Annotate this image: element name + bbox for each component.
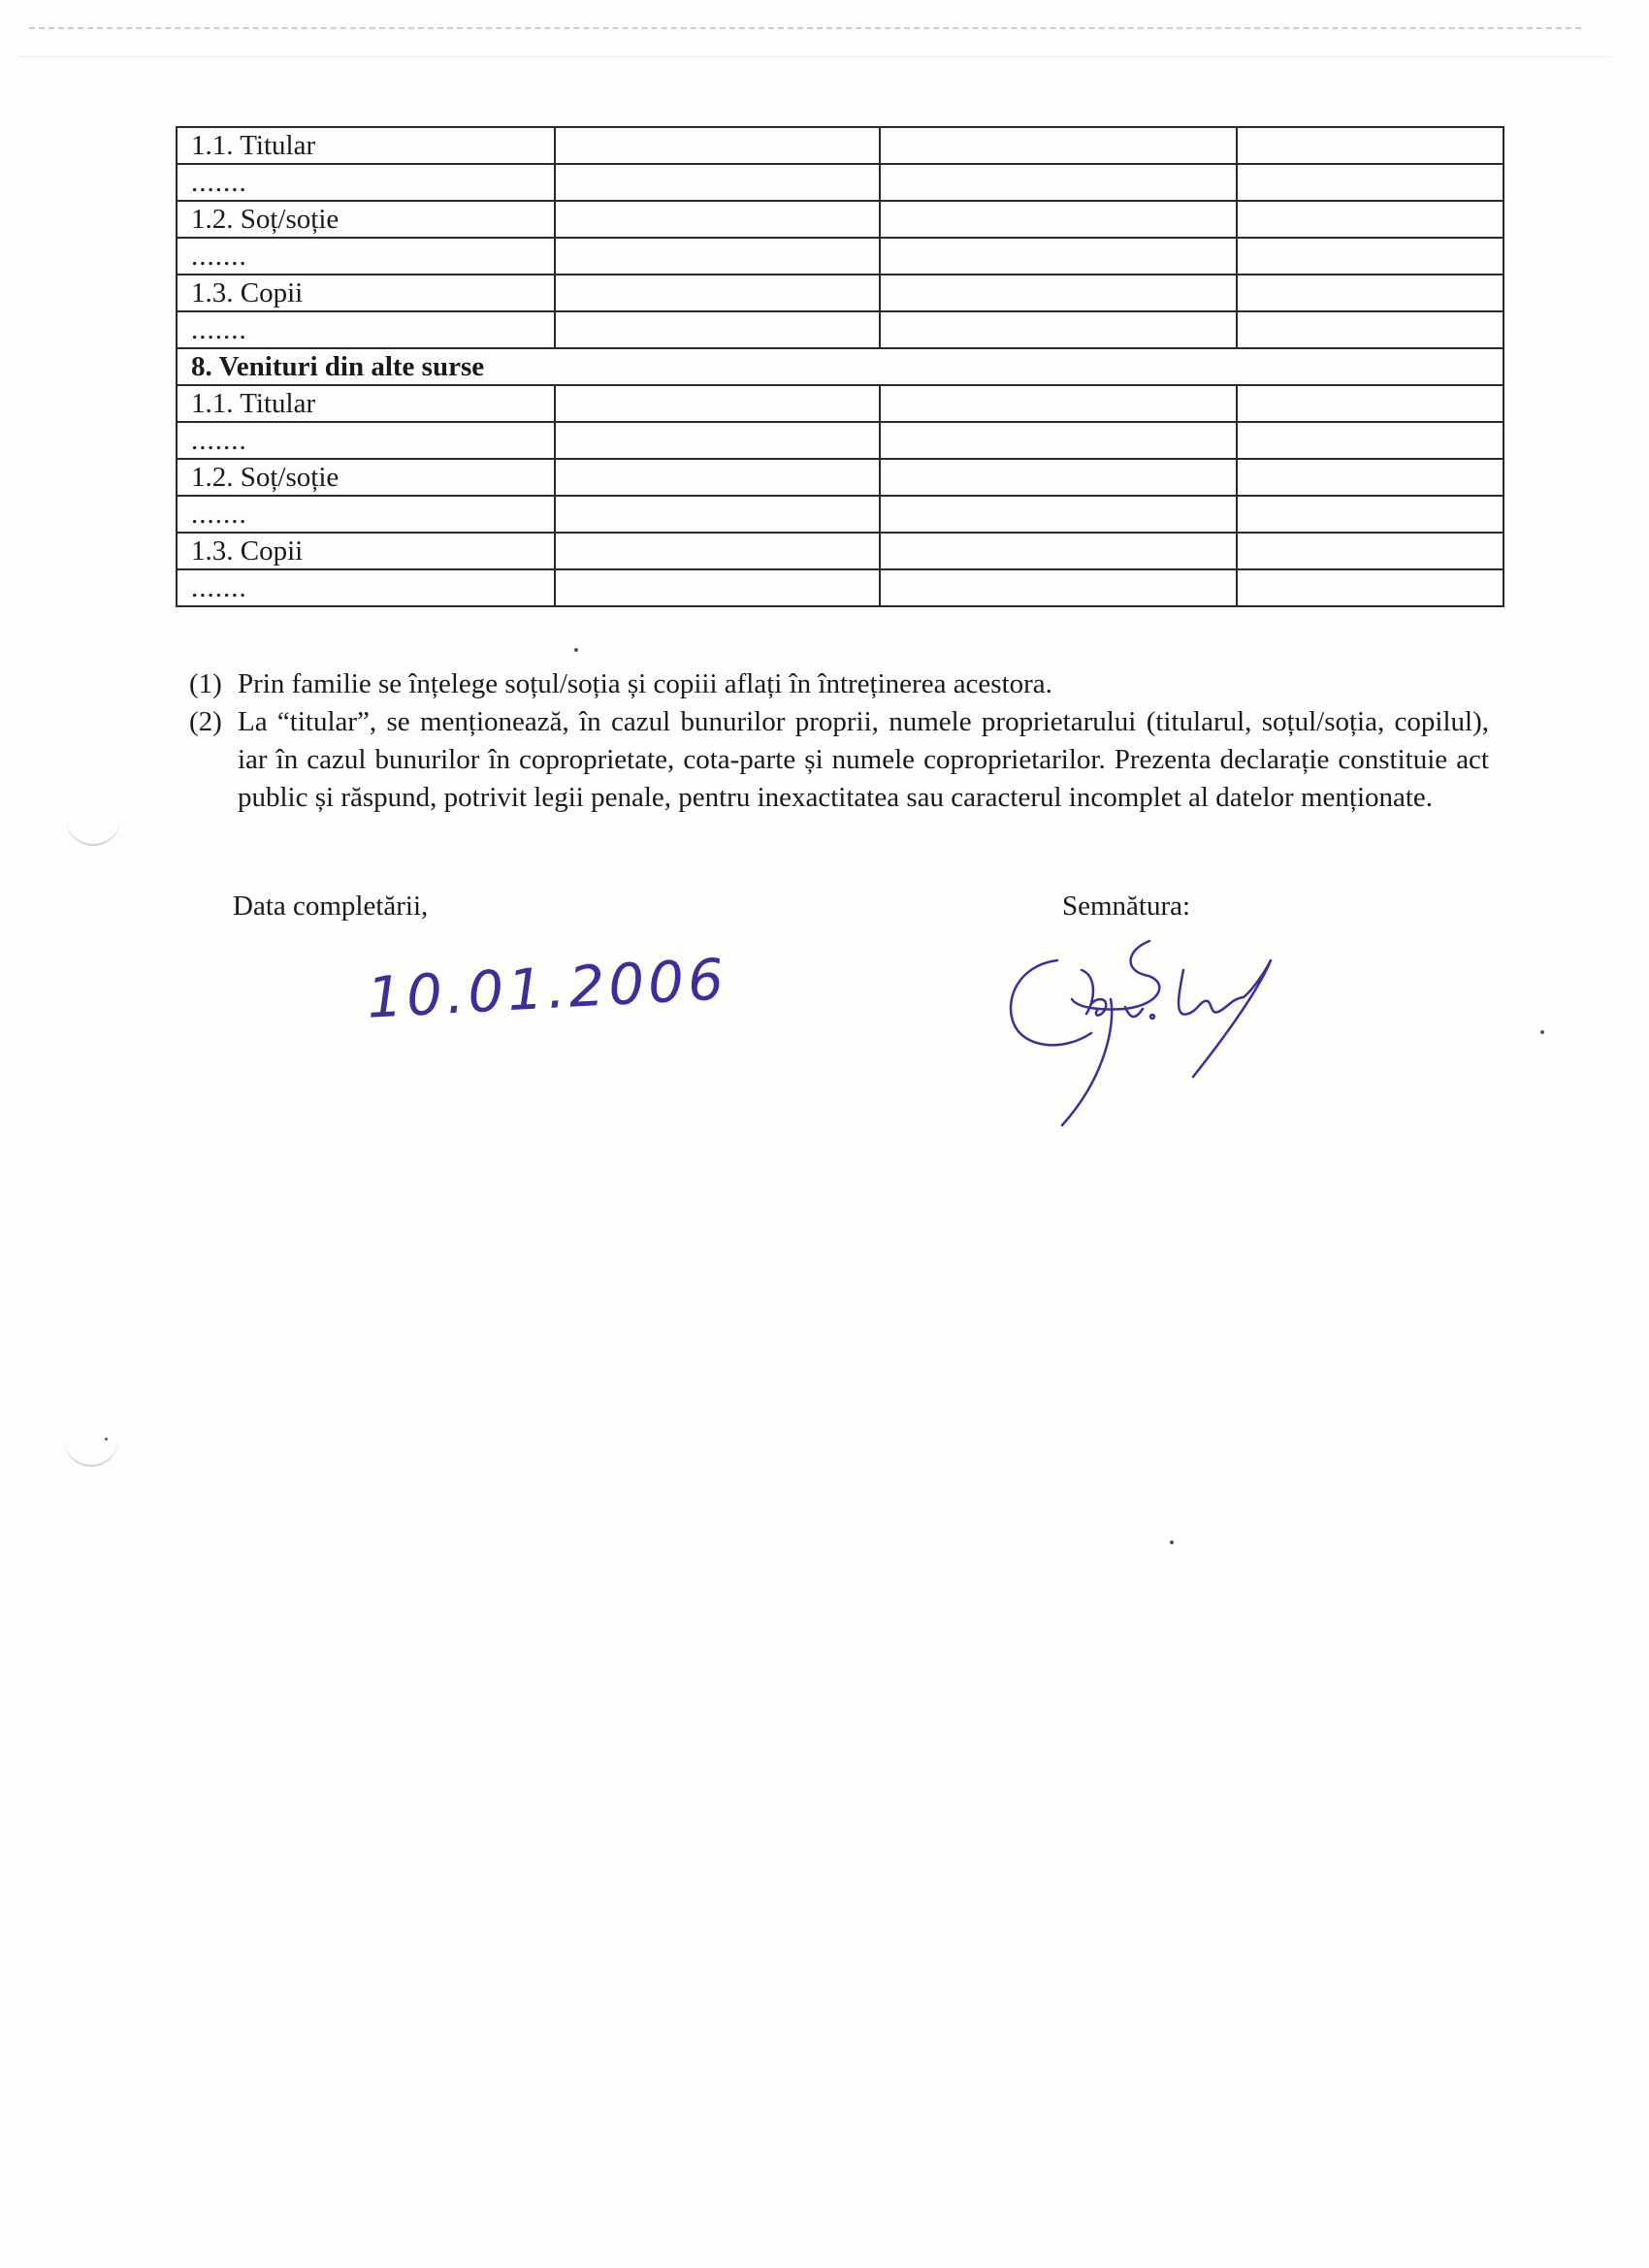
empty-cell bbox=[880, 164, 1237, 201]
empty-cell bbox=[880, 496, 1237, 533]
row-label: ....... bbox=[177, 164, 555, 201]
row-label: 1.3. Copii bbox=[177, 275, 555, 311]
scan-speck bbox=[1170, 1540, 1174, 1544]
row-label: ....... bbox=[177, 569, 555, 606]
income-table bbox=[176, 126, 1504, 607]
punch-hole bbox=[64, 1436, 118, 1467]
empty-cell bbox=[880, 311, 1237, 348]
empty-cell bbox=[880, 569, 1237, 606]
scan-speck bbox=[105, 1438, 108, 1441]
table-row bbox=[177, 533, 1504, 569]
empty-cell bbox=[1237, 201, 1504, 238]
footnote-number: (1) bbox=[189, 668, 222, 699]
table-row bbox=[177, 496, 1504, 533]
row-label: 1.2. Soț/soție bbox=[177, 459, 555, 496]
table-row bbox=[177, 569, 1504, 606]
footnote-number: (2) bbox=[189, 706, 222, 737]
table-row bbox=[177, 201, 1504, 238]
income-table-body bbox=[177, 127, 1504, 606]
empty-cell bbox=[1237, 385, 1504, 422]
empty-cell bbox=[555, 569, 880, 606]
date-label: Data completării, bbox=[233, 891, 429, 922]
scan-edge-artifact bbox=[29, 27, 1581, 33]
table-row bbox=[177, 311, 1504, 348]
empty-cell bbox=[1237, 275, 1504, 311]
table-row bbox=[177, 275, 1504, 311]
table-section-row bbox=[177, 348, 1504, 385]
empty-cell bbox=[1237, 127, 1504, 164]
empty-cell bbox=[880, 201, 1237, 238]
empty-cell bbox=[1237, 496, 1504, 533]
row-label: 1.3. Copii bbox=[177, 533, 555, 569]
table-row bbox=[177, 238, 1504, 275]
row-label: ....... bbox=[177, 496, 555, 533]
empty-cell bbox=[1237, 238, 1504, 275]
footnote bbox=[189, 703, 1489, 817]
scan-speck bbox=[574, 648, 578, 652]
table-row bbox=[177, 459, 1504, 496]
empty-cell bbox=[1237, 459, 1504, 496]
handwritten-signature bbox=[989, 931, 1300, 1145]
footnote bbox=[189, 665, 1489, 703]
empty-cell bbox=[555, 238, 880, 275]
empty-cell bbox=[1237, 164, 1504, 201]
table-row bbox=[177, 127, 1504, 164]
empty-cell bbox=[555, 459, 880, 496]
section-heading: 8. Venituri din alte surse bbox=[177, 348, 1504, 385]
empty-cell bbox=[1237, 533, 1504, 569]
row-label: ....... bbox=[177, 311, 555, 348]
empty-cell bbox=[880, 385, 1237, 422]
empty-cell bbox=[1237, 569, 1504, 606]
footnote-text: Prin familie se înțelege soțul/soția și copiii aflați în întreținerea acestora. bbox=[238, 668, 1052, 699]
empty-cell bbox=[555, 275, 880, 311]
empty-cell bbox=[880, 127, 1237, 164]
table-row bbox=[177, 385, 1504, 422]
table-row bbox=[177, 422, 1504, 459]
empty-cell bbox=[555, 496, 880, 533]
empty-cell bbox=[880, 422, 1237, 459]
empty-cell bbox=[555, 311, 880, 348]
row-label: ....... bbox=[177, 422, 555, 459]
empty-cell bbox=[1237, 422, 1504, 459]
footnote-text: La “titular”, se menționează, în cazul bunurilor proprii, numele proprietarului (titularul, soțul/soția, copilul), iar în cazul bunurilor în coproprietate, cota-parte și numele coproprietarilor. Prezenta declarație constituie act public și răspund, potrivit legii penale, pentru inexactitatea sau caracterul incomplet al datelor menționate. bbox=[238, 706, 1489, 813]
empty-cell bbox=[880, 275, 1237, 311]
row-label: 1.2. Soț/soție bbox=[177, 201, 555, 238]
empty-cell bbox=[555, 422, 880, 459]
row-label: ....... bbox=[177, 238, 555, 275]
empty-cell bbox=[555, 127, 880, 164]
empty-cell bbox=[555, 533, 880, 569]
scan-speck bbox=[1540, 1030, 1544, 1034]
table-row bbox=[177, 164, 1504, 201]
handwritten-date: 10.01.2006 bbox=[365, 946, 729, 1031]
empty-cell bbox=[555, 201, 880, 238]
scan-edge-artifact bbox=[19, 56, 1610, 59]
empty-cell bbox=[555, 164, 880, 201]
empty-cell bbox=[880, 459, 1237, 496]
footnotes bbox=[189, 665, 1489, 817]
signature-label: Semnătura: bbox=[1062, 891, 1191, 922]
empty-cell bbox=[880, 533, 1237, 569]
empty-cell bbox=[555, 385, 880, 422]
empty-cell bbox=[880, 238, 1237, 275]
punch-hole bbox=[66, 815, 120, 846]
row-label: 1.1. Titular bbox=[177, 385, 555, 422]
empty-cell bbox=[1237, 311, 1504, 348]
row-label: 1.1. Titular bbox=[177, 127, 555, 164]
